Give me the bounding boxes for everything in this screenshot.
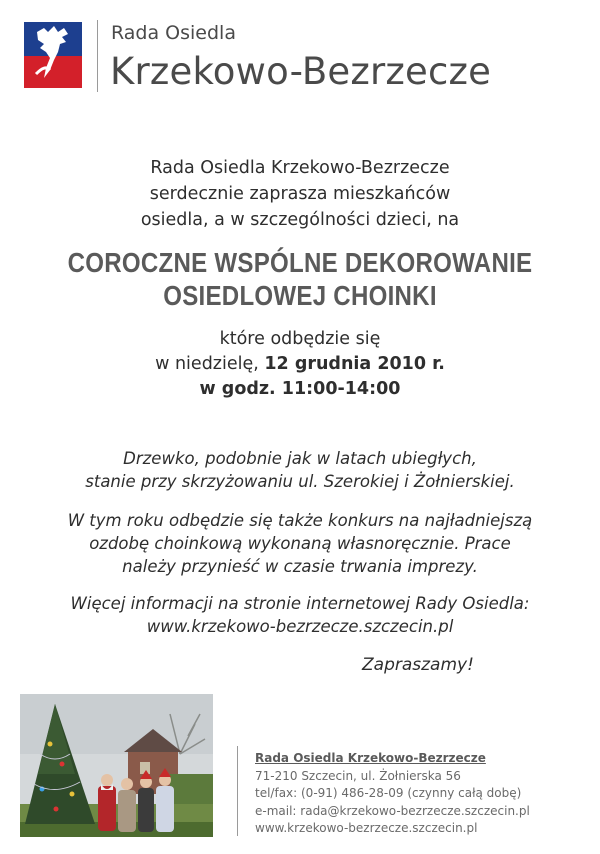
intro-text xyxy=(0,155,600,233)
when-line-2 xyxy=(0,352,600,377)
info-line: stanie przy skrzyżowaniu ul. Szerokiej i Żołnierskiej. xyxy=(85,472,515,491)
header-title: Krzekowo-Bezrzecze xyxy=(110,50,492,93)
event-title-line: OSIEDLOWEJ CHOINKI xyxy=(163,280,437,311)
info-location xyxy=(0,447,600,493)
when-prefix: w niedzielę, xyxy=(155,354,265,374)
info-line: W tym roku odbędzie się także konkurs na najładniejszą xyxy=(67,511,533,530)
intro-line: osiedla, a w szczególności dzieci, na xyxy=(140,210,460,230)
contact-address: 71-210 Szczecin, ul. Żołnierska 56 xyxy=(255,768,461,783)
szczecin-logo xyxy=(24,22,82,88)
contact-phone: tel/fax: (0-91) 486-28-09 (czynny całą dobę) xyxy=(255,786,522,800)
event-date: 12 grudnia 2010 r. xyxy=(264,354,445,374)
contact-email[interactable]: e-mail: rada@krzekowo-bezrzecze.szczecin.pl xyxy=(255,803,530,818)
closing-text: Zapraszamy! xyxy=(362,655,474,675)
contact-website[interactable]: www.krzekowo-bezrzecze.szczecin.pl xyxy=(255,821,478,835)
intro-line: serdecznie zaprasza mieszkańców xyxy=(149,184,451,204)
info-line: należy przynieść w czasie trwania imprezy. xyxy=(122,557,478,576)
event-title-line: COROCZNE WSPÓLNE DEKOROWANIE xyxy=(67,247,533,278)
info-line: Drzewko, podobnie jak w latach ubiegłych, xyxy=(123,449,477,468)
christmas-tree-photo xyxy=(20,694,213,837)
event-title xyxy=(42,246,558,312)
griffin-emblem-icon xyxy=(24,22,82,88)
contact-org: Rada Osiedla Krzekowo-Bezrzecze xyxy=(255,751,486,765)
footer-divider xyxy=(237,746,238,836)
event-when xyxy=(0,327,600,402)
info-line: Więcej informacji na stronie internetowej Rady Osiedla: xyxy=(70,594,530,613)
contact-block xyxy=(255,750,530,838)
info-website-link[interactable]: www.krzekowo-bezrzecze.szczecin.pl xyxy=(146,617,454,636)
event-time xyxy=(0,377,600,402)
when-line-1: które odbędzie się xyxy=(219,329,381,349)
info-more xyxy=(0,592,600,638)
info-contest xyxy=(0,509,600,578)
header-subtitle: Rada Osiedla xyxy=(111,22,236,44)
info-line: ozdobę choinkową wykonaną własnoręcznie. Prace xyxy=(89,534,511,553)
header-divider xyxy=(97,20,98,92)
intro-line: Rada Osiedla Krzekowo-Bezrzecze xyxy=(150,158,450,178)
event-time-text: w godz. 11:00-14:00 xyxy=(199,379,401,399)
